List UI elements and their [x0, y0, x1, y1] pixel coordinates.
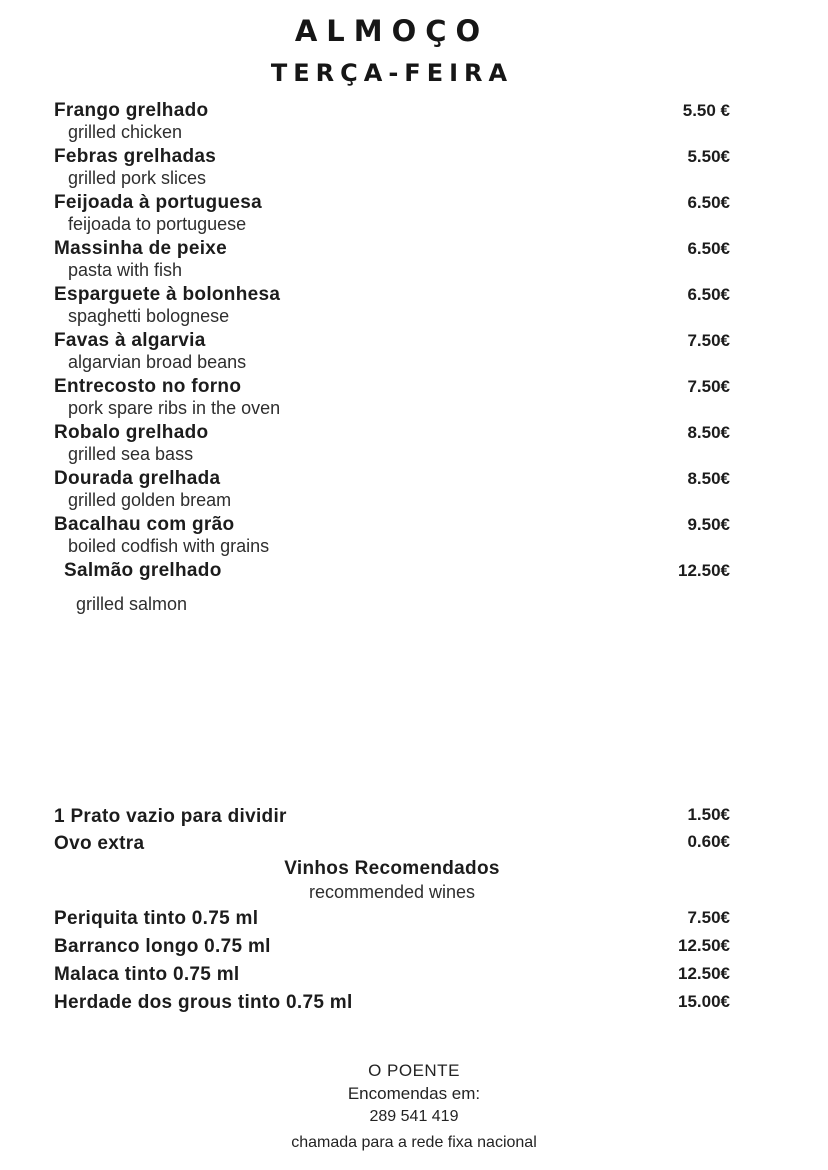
menu-item: [54, 100, 730, 143]
dish-text: [54, 560, 658, 615]
dish-translation: grilled salmon: [76, 594, 188, 614]
dish-name: Febras grelhadas: [54, 146, 217, 167]
dish-price: 6.50€: [687, 285, 730, 304]
dish-name: Robalo grelhado: [54, 422, 209, 443]
dish-name: Entrecosto no forno: [54, 376, 242, 397]
extra-item: [54, 830, 730, 857]
wine-list: [54, 905, 730, 1017]
dish-text: [54, 330, 667, 373]
dish-price: 5.50 €: [682, 101, 730, 120]
wine-name: Herdade dos grous tinto 0.75 ml: [54, 992, 353, 1013]
dish-price: 7.50€: [687, 331, 730, 350]
dish-price: 9.50€: [687, 515, 730, 534]
dish-name: Frango grelhado: [54, 100, 209, 121]
wines-section: [54, 857, 730, 1017]
dish-price: 7.50€: [687, 377, 730, 396]
wines-subtitle: recommended wines: [308, 882, 476, 902]
extras-list: [54, 803, 730, 857]
phone-number: 289 541 419: [369, 1108, 459, 1125]
extra-name: Ovo extra: [54, 833, 145, 854]
wine-price: 12.50€: [678, 964, 730, 983]
extra-name: 1 Prato vazio para dividir: [54, 806, 287, 827]
dish-text: [54, 468, 667, 511]
dish-translation: grilled pork slices: [68, 168, 207, 188]
dish-text: [54, 192, 667, 235]
menu-item: [54, 330, 730, 373]
dish-list: [54, 100, 730, 615]
extra-price: 1.50€: [687, 805, 730, 824]
wine-price: 15.00€: [678, 992, 730, 1011]
dish-text: [54, 100, 663, 143]
menu-item: [54, 376, 730, 419]
menu-item: [54, 284, 730, 327]
wine-item: [54, 961, 730, 989]
orders-label: Encomendas em:: [347, 1084, 481, 1103]
dish-text: [54, 284, 667, 327]
menu-item: [54, 468, 730, 511]
wine-price: 12.50€: [678, 936, 730, 955]
dish-price: 12.50€: [678, 561, 730, 580]
wine-price: 7.50€: [687, 908, 730, 927]
wines-title: Vinhos Recomendados: [284, 858, 500, 879]
dish-translation: grilled sea bass: [68, 444, 194, 464]
dish-name: Massinha de peixe: [54, 238, 228, 259]
dish-price: 6.50€: [687, 193, 730, 212]
restaurant-name: O POENTE: [368, 1061, 460, 1080]
wine-item: [54, 989, 730, 1017]
dish-name: Favas à algarvia: [54, 330, 206, 351]
dish-translation: grilled chicken: [68, 122, 183, 142]
dish-text: [54, 422, 667, 465]
dish-price: 8.50€: [687, 469, 730, 488]
wine-name: Periquita tinto 0.75 ml: [54, 908, 259, 929]
dish-translation: pasta with fish: [68, 260, 183, 280]
menu-footer: [0, 1059, 828, 1157]
menu-item: [54, 560, 730, 615]
dish-translation: boiled codfish with grains: [68, 536, 270, 556]
menu-item: [54, 238, 730, 281]
dish-translation: algarvian broad beans: [68, 352, 247, 372]
menu-header: [54, 14, 730, 87]
dish-name: Dourada grelhada: [54, 468, 221, 489]
dish-name: Bacalhau com grão: [54, 514, 235, 535]
page-title: ALMOÇO: [294, 14, 490, 48]
wine-item: [54, 933, 730, 961]
dish-name: Feijoada à portuguesa: [54, 192, 262, 213]
wine-name: Barranco longo 0.75 ml: [54, 936, 271, 957]
menu-item: [54, 514, 730, 557]
dish-translation: spaghetti bolognese: [68, 306, 230, 326]
extra-price: 0.60€: [687, 832, 730, 851]
dish-translation: grilled golden bream: [68, 490, 232, 510]
dish-text: [54, 514, 667, 557]
dish-text: [54, 238, 667, 281]
page-subtitle: TERÇA-FEIRA: [270, 59, 514, 87]
dish-text: [54, 146, 667, 189]
wine-item: [54, 905, 730, 933]
dish-name: Esparguete à bolonhesa: [54, 284, 281, 305]
dish-translation: pork spare ribs in the oven: [68, 398, 281, 418]
footer-note: chamada para a rede fixa nacional: [291, 1134, 537, 1151]
dish-price: 5.50€: [687, 147, 730, 166]
menu-item: [54, 422, 730, 465]
wine-name: Malaca tinto 0.75 ml: [54, 964, 240, 985]
dish-text: [54, 376, 667, 419]
dish-price: 6.50€: [687, 239, 730, 258]
menu-item: [54, 192, 730, 235]
dish-price: 8.50€: [687, 423, 730, 442]
menu-item: [54, 146, 730, 189]
dish-translation: feijoada to portuguese: [68, 214, 247, 234]
dish-name: Salmão grelhado: [64, 560, 222, 581]
extra-item: [54, 803, 730, 830]
